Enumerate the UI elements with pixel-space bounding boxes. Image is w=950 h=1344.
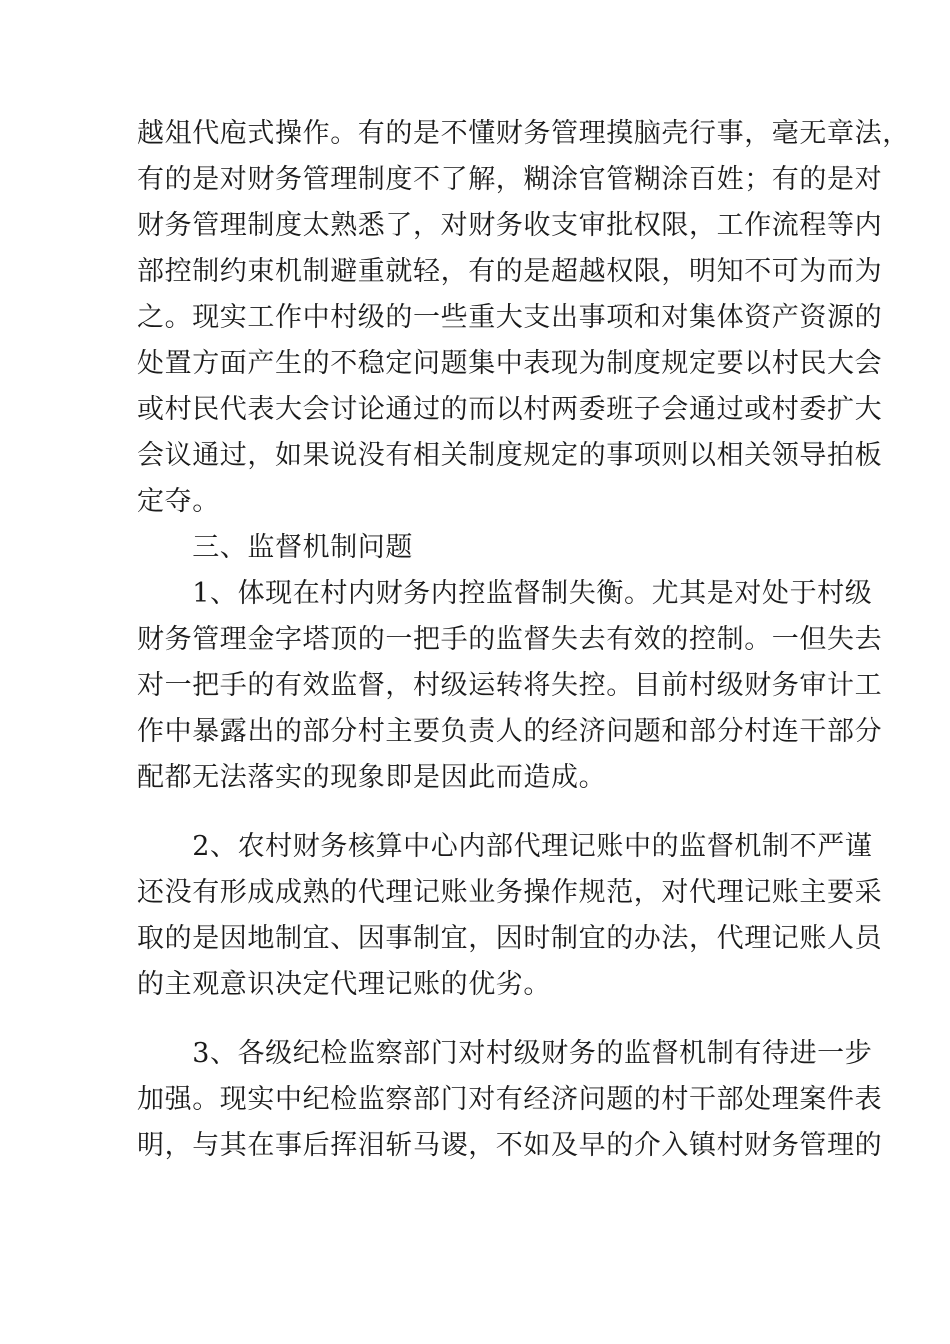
text-line: 取的是因地制宜、因事制宜，因时制宜的办法，代理记账人员	[137, 923, 883, 954]
text-line: 3、各级纪检监察部门对村级财务的监督机制有待进一步	[137, 1038, 873, 1069]
text-line: 越俎代庖式操作。有的是不懂财务管理摸脑壳行事，毫无章法，	[137, 118, 910, 149]
text-line: 会议通过，如果说没有相关制度规定的事项则以相关领导拍板	[137, 440, 883, 471]
text-line: 之。现实工作中村级的一些重大支出事项和对集体资产资源的	[137, 302, 883, 333]
text-line: 的主观意识决定代理记账的优劣。	[137, 969, 551, 1000]
text-line: 部控制约束机制避重就轻，有的是超越权限，明知不可为而为	[137, 256, 883, 287]
text-line: 或村民代表大会讨论通过的而以村两委班子会通过或村委扩大	[137, 394, 883, 425]
paragraph-3	[137, 1031, 883, 1169]
paragraph-spacer	[137, 1008, 837, 1031]
text-line: 有的是对财务管理制度不了解，糊涂官管糊涂百姓；有的是对	[137, 164, 883, 195]
heading-line: 三、监督机制问题	[137, 532, 413, 563]
paragraph-2	[137, 824, 883, 1008]
text-line: 财务管理金字塔顶的一把手的监督失去有效的控制。一但失去	[137, 624, 883, 655]
document-body	[137, 111, 910, 1169]
text-line: 作中暴露出的部分村主要负责人的经济问题和部分村连干部分	[137, 716, 883, 747]
paragraph-continued	[137, 111, 910, 525]
text-line: 明，与其在事后挥泪斩马谡，不如及早的介入镇村财务管理的	[137, 1130, 883, 1161]
section-heading	[137, 525, 837, 571]
text-line: 定夺。	[137, 486, 220, 517]
text-line: 处置方面产生的不稳定问题集中表现为制度规定要以村民大会	[137, 348, 883, 379]
text-line: 1、体现在村内财务内控监督制失衡。尤其是对处于村级	[137, 578, 873, 609]
paragraph-spacer	[137, 801, 837, 824]
text-line: 配都无法落实的现象即是因此而造成。	[137, 762, 607, 793]
text-line: 还没有形成成熟的代理记账业务操作规范，对代理记账主要采	[137, 877, 883, 908]
paragraph-1	[137, 571, 883, 801]
text-line: 加强。现实中纪检监察部门对有经济问题的村干部处理案件表	[137, 1084, 883, 1115]
text-line: 对一把手的有效监督，村级运转将失控。目前村级财务审计工	[137, 670, 883, 701]
text-line: 财务管理制度太熟悉了，对财务收支审批权限，工作流程等内	[137, 210, 883, 241]
text-line: 2、农村财务核算中心内部代理记账中的监督机制不严谨	[137, 831, 873, 862]
